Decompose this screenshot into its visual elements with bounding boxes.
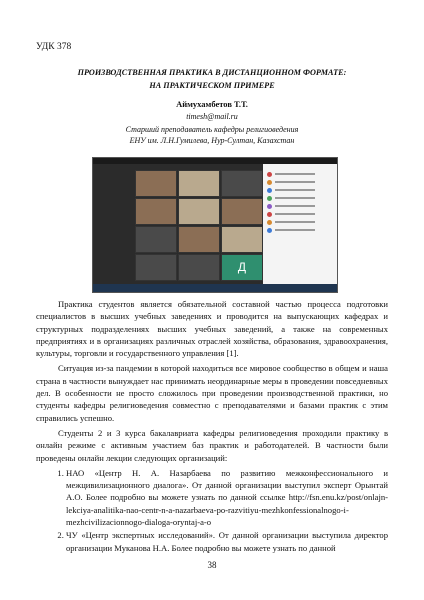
avatar-icon: [267, 220, 272, 225]
participant-row: [267, 202, 333, 210]
avatar-icon: [267, 172, 272, 177]
participant-grid: [133, 168, 263, 282]
participant-row: [267, 178, 333, 186]
position-line-1: Старший преподаватель кафедры религиоведения: [125, 125, 299, 134]
position-line-2: ЕНУ им. Л.Н.Гумилева, Нур-Султан, Казахстан: [129, 136, 295, 145]
participant-tile: [135, 198, 177, 225]
avatar-icon: [267, 212, 272, 217]
udk-code: УДК 378: [36, 42, 72, 52]
title-line-1: ПРОИЗВОДСТВЕННАЯ ПРАКТИКА В ДИСТАНЦИОННОМ ФОРМАТЕ:: [77, 68, 347, 77]
body-text: [36, 298, 388, 555]
article-title: [30, 67, 394, 92]
participant-tile: [135, 226, 177, 253]
paragraph: Практика студентов является обязательной составной частью процесса подготовки специалистов в высших учебных заведениях и проводится на выпускающих кафедрах и структурных подразделениях высших учебных заведений, а также на современных предприятиях и в организациях различных отраслей хозяйства, образования, здравоохранения, культуры, торговли и государственного управления [1].: [36, 299, 388, 359]
avatar-icon: [267, 196, 272, 201]
avatar-icon: [267, 204, 272, 209]
participant-row: [267, 226, 333, 234]
avatar-icon: [267, 228, 272, 233]
avatar-icon: [267, 188, 272, 193]
participant-tile: [135, 254, 177, 281]
participant-row: [267, 170, 333, 178]
taskbar: [93, 284, 337, 292]
author-email[interactable]: timesh@mail.ru: [186, 112, 238, 121]
avatar-icon: [267, 180, 272, 185]
participants-panel: [263, 164, 337, 284]
participant-tile: [178, 170, 220, 197]
participant-tile: [178, 226, 220, 253]
avatar-letter: Д: [237, 260, 247, 274]
participants-list: [267, 170, 333, 234]
page-number: 38: [207, 560, 217, 570]
organization-list: [36, 467, 388, 554]
participant-tile: [178, 254, 220, 281]
paragraph: Студенты 2 и 3 курса бакалавриата кафедры религиоведения проходили практику в онлайн режиме с активным участием баз практик и работодателей. В частности были проведены онлайн лекции следующих организаций:: [36, 427, 388, 463]
list-item: 2. ЧУ «Центр экспертных исследований». От данной организации выступила директор организации Муканова Н.А. Более подробно вы можете узнать по данной: [66, 529, 388, 554]
participant-row: [267, 210, 333, 218]
participant-row: [267, 186, 333, 194]
participant-row: [267, 194, 333, 202]
participant-tile: [135, 170, 177, 197]
video-conference-screenshot: [92, 157, 338, 293]
author-name: Аймухамбетов Т.Т.: [176, 99, 248, 109]
participant-tile: [221, 226, 263, 253]
title-line-2: НА ПРАКТИЧЕСКОМ ПРИМЕРЕ: [149, 80, 275, 90]
participant-row: [267, 218, 333, 226]
participant-tile: [221, 170, 263, 197]
participant-tile: [221, 198, 263, 225]
list-item: 1. НАО «Центр Н. А. Назарбаева по развитию межконфессионального и межцивилизационного диалога». От данной организации выступил эксперт Орынтай А.О. Более подробно вы можете узнать по данной ссылке http://fsn.enu.kz/post/onlajn-lekciya-analitika-nao-centr-n-a-nazarbaeva-po-razvitiyu-mezhkonfessionalnogo-i-mezhcivilizacionnogo-dialoga-oryntaj-a-o: [66, 467, 388, 528]
participant-tile: [221, 254, 263, 281]
participant-tile: [178, 198, 220, 225]
author-position: [0, 124, 424, 146]
paragraph: Ситуация из-за пандемии в которой находиться все мировое сообщество в общем и наша страна в частности вынуждает нас принимать неординарные меры в проведении повседневных дел. В особенности не просто сложилось при проведении производственной практики, но студенты кафедры религиоведения совместно с преподавателями и базами практик с этим справились успешно.: [36, 363, 388, 423]
